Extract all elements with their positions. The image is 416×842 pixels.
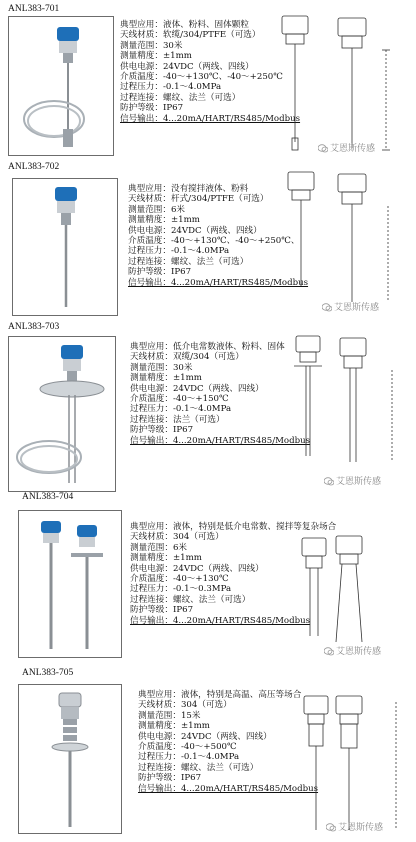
spec-line: 介质温度：-40～+130℃ [130, 574, 229, 585]
spec-line: 信号输出：4...20mA/HART/RS485/Modbus [130, 615, 311, 626]
dimension-drawing [292, 330, 410, 488]
product-photo [8, 336, 116, 492]
spec-line: 测量精度：±1mm [138, 721, 210, 732]
wechat-icon [324, 647, 334, 656]
product-photo [8, 16, 114, 156]
wechat-icon [326, 823, 336, 832]
spec-line: 测量精度：±1mm [128, 215, 200, 226]
watermark: 艾恩斯传感 [324, 644, 381, 657]
product-section-701 [0, 0, 416, 162]
spec-line: 介质温度：-40～+130℃、-40～+250℃、 [128, 236, 300, 247]
spec-line: 测量范围：30米 [120, 40, 183, 51]
spec-line: 测量精度：±1mm [130, 553, 202, 564]
spec-line: 信号输出：4...20mA/HART/RS485/Modbus [130, 435, 311, 446]
spec-line: 信号输出：4...20mA/HART/RS485/Modbus [128, 277, 309, 288]
spec-line: 测量范围：6米 [130, 542, 188, 553]
spec-line: 典型应用：液体、粉料、固体颗粒 [120, 20, 249, 30]
spec-line: 防护等级：IP67 [120, 103, 184, 114]
product-photo [18, 684, 122, 834]
dimension-drawing [282, 166, 410, 320]
spec-line: 供电电源：24VDC（两线、四线） [120, 61, 254, 72]
spec-line: 天线材质：双缆/304（可选） [130, 352, 244, 363]
spec-line: 典型应用：液体，特别是高温、高压等场合 [138, 690, 302, 700]
spec-line: 测量范围：30米 [130, 362, 193, 373]
spec-line: 典型应用：没有搅拌液体、粉料 [128, 184, 249, 194]
watermark: 艾恩斯传感 [324, 474, 381, 487]
spec-line: 供电电源：24VDC（两线、四线） [130, 383, 264, 394]
product-section-704 [0, 492, 416, 660]
spec-line: 介质温度：-40～+150℃ [130, 394, 229, 405]
spec-line: 信号输出：4...20mA/HART/RS485/Modbus [120, 113, 301, 124]
model-code: ANL383-701 [8, 4, 60, 14]
model-code: ANL383-705 [22, 668, 74, 678]
product-section-705 [0, 662, 416, 840]
spec-line: 防护等级：IP67 [138, 773, 202, 784]
spec-line: 过程压力：-0.1～4.0MPa [130, 404, 232, 415]
spec-line: 防护等级：IP67 [130, 425, 194, 436]
spec-line: 测量精度：±1mm [130, 373, 202, 384]
spec-line: 过程压力：-0.1～0.3MPa [130, 584, 232, 595]
spec-line: 过程压力：-0.1～4.0MPa [128, 246, 230, 257]
spec-line: 过程连接：法兰（可选） [130, 414, 225, 425]
product-photo [12, 178, 118, 316]
spec-list [120, 20, 300, 124]
product-photo [18, 510, 122, 658]
spec-line: 典型应用：低介电常数液体、粉料、固体 [130, 342, 285, 352]
spec-line: 测量精度：±1mm [120, 51, 192, 62]
spec-line: 天线材质：软缆/304/PTFE（可选） [120, 30, 261, 41]
spec-line: 供电电源：24VDC（两线、四线） [138, 731, 272, 742]
spec-line: 过程压力：-0.1～4.0MPa [138, 752, 240, 763]
spec-line: 防护等级：IP67 [130, 605, 194, 616]
wechat-icon [324, 477, 334, 486]
dimension-drawing [296, 532, 410, 660]
spec-line: 过程压力：-0.1～4.0MPa [120, 82, 222, 93]
product-section-702 [0, 162, 416, 322]
dimension-drawing [276, 10, 410, 162]
spec-line: 测量范围：6米 [128, 204, 186, 215]
spec-line: 过程连接：螺纹、法兰（可选） [128, 256, 249, 267]
spec-line: 信号输出：4...20mA/HART/RS485/Modbus [138, 783, 319, 794]
spec-line: 测量范围：15米 [138, 710, 201, 721]
spec-line: 防护等级：IP67 [128, 267, 192, 278]
model-code: ANL383-704 [22, 492, 74, 502]
product-section-703 [0, 322, 416, 492]
wechat-icon [322, 303, 332, 312]
spec-line: 天线材质：304（可选） [130, 532, 224, 543]
spec-line: 过程连接：螺纹、法兰（可选） [120, 92, 241, 103]
spec-line: 过程连接：螺纹、法兰（可选） [130, 594, 251, 605]
spec-line: 供电电源：24VDC（两线、四线） [130, 563, 264, 574]
model-code: ANL383-702 [8, 162, 60, 172]
wechat-icon [318, 144, 328, 153]
spec-list [138, 690, 318, 794]
spec-line: 介质温度：-40～+130℃、-40～+250℃ [120, 72, 283, 83]
spec-line: 典型应用：液体，特别是低介电常数、搅拌等复杂场合 [130, 522, 337, 532]
spec-line: 过程连接：螺纹、法兰（可选） [138, 762, 259, 773]
spec-list [130, 342, 310, 446]
watermark: 艾恩斯传感 [326, 820, 383, 833]
watermark: 艾恩斯传感 [322, 300, 379, 313]
watermark: 艾恩斯传感 [318, 141, 375, 154]
spec-line: 供电电源：24VDC（两线、四线） [128, 225, 262, 236]
spec-line: 介质温度：-40～+500℃ [138, 742, 237, 753]
spec-line: 天线材质：304（可选） [138, 700, 232, 711]
model-code: ANL383-703 [8, 322, 60, 332]
spec-line: 天线材质：杆式/304/PTFE（可选） [128, 194, 269, 205]
